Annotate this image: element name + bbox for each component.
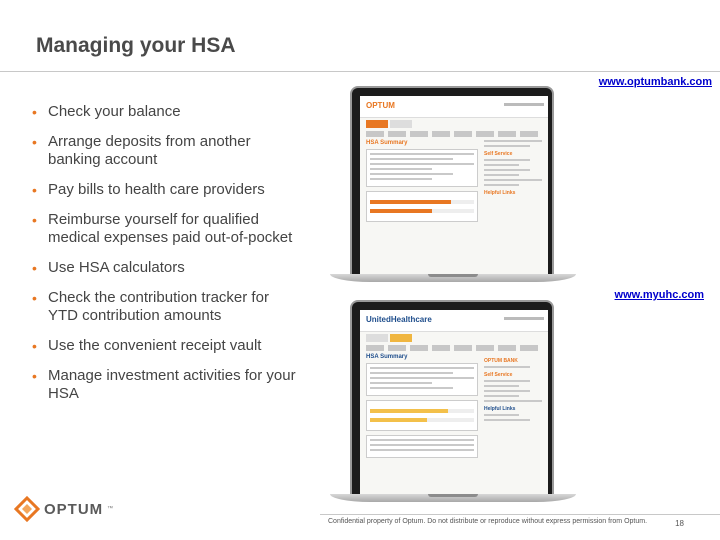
title-divider	[0, 71, 720, 72]
progress-bar	[370, 418, 474, 422]
text-line	[484, 159, 530, 161]
summary-panel	[366, 354, 478, 462]
summary-table	[366, 363, 478, 396]
helpful-links-heading: Helpful Links	[484, 190, 516, 196]
text-line	[370, 163, 474, 165]
text-line	[484, 385, 519, 387]
text-line	[370, 387, 453, 389]
text-line	[484, 395, 519, 397]
optum-footer-logo	[14, 496, 113, 522]
logo-text: OPTUM	[44, 500, 104, 518]
tab	[366, 334, 388, 342]
transactions-table	[366, 435, 478, 458]
text-line	[370, 372, 453, 374]
site-body	[366, 140, 542, 270]
text-line	[484, 184, 519, 186]
uhc-logo-icon: UnitedHealthcare	[366, 315, 432, 324]
optum-bank-logo-icon: OPTUM BANK	[484, 358, 518, 364]
text-line	[370, 382, 432, 384]
laptop-lid	[350, 300, 554, 494]
site-body	[366, 354, 542, 490]
text-line	[484, 179, 542, 181]
text-line	[484, 380, 530, 382]
laptop-optumbank	[330, 86, 576, 282]
summary-heading: HSA Summary	[366, 354, 408, 360]
text-line	[370, 444, 474, 446]
optum-logo-icon: OPTUM	[366, 101, 395, 110]
list-item: • Use the convenient receipt vault	[28, 337, 298, 355]
site-header	[360, 310, 548, 332]
text-line	[370, 173, 453, 175]
text-line	[484, 390, 530, 392]
laptop-base	[330, 494, 576, 502]
summary-heading: HSA Summary	[366, 140, 408, 146]
list-item: • Reimburse yourself for qualified medical expenses paid out-of-pocket	[28, 211, 298, 247]
text-line	[370, 178, 432, 180]
list-item: • Manage investment activities for your HSA	[28, 367, 298, 403]
trademark: ™	[107, 506, 114, 512]
progress-bar	[370, 209, 474, 213]
laptop-lid	[350, 86, 554, 274]
list-item: • Check your balance	[28, 103, 298, 121]
site-subnav	[366, 345, 542, 351]
laptop-myuhc	[330, 300, 576, 502]
list-item: • Arrange deposits from another banking account	[28, 133, 298, 169]
side-panel	[484, 354, 542, 424]
site-tabs	[360, 334, 548, 342]
text-line	[484, 145, 530, 147]
tab	[366, 120, 388, 128]
text-line	[370, 439, 474, 441]
page-number: 18	[675, 519, 684, 528]
helpful-links-heading: Helpful Links	[484, 406, 516, 412]
text-line	[484, 174, 519, 176]
list-item: • Check the contribution tracker for YTD contribution amounts	[28, 289, 298, 325]
utility-nav	[504, 103, 544, 106]
text-line	[484, 400, 542, 402]
site-subnav	[366, 131, 542, 137]
text-line	[370, 367, 474, 369]
contribution-tracker	[366, 400, 478, 431]
tab	[390, 120, 412, 128]
myuhc-link[interactable]: www.myuhc.com	[614, 289, 704, 301]
text-line	[484, 414, 519, 416]
list-item: • Pay bills to health care providers	[28, 181, 298, 199]
text-line	[484, 366, 530, 368]
contribution-tracker	[366, 191, 478, 222]
myuhc-screenshot	[360, 310, 548, 496]
self-service-heading: Self Service	[484, 151, 513, 157]
text-line	[370, 158, 453, 160]
text-line	[370, 168, 432, 170]
site-tabs	[360, 120, 548, 128]
list-item: • Use HSA calculators	[28, 259, 298, 277]
self-service-heading: Self Service	[484, 372, 513, 378]
laptop-base	[330, 274, 576, 282]
tab	[390, 334, 412, 342]
text-line	[370, 449, 474, 451]
footer-divider	[320, 514, 720, 515]
text-line	[484, 140, 542, 142]
summary-panel	[366, 140, 478, 226]
progress-bar	[370, 409, 474, 413]
text-line	[484, 164, 519, 166]
text-line	[484, 169, 530, 171]
summary-table	[366, 149, 478, 187]
text-line	[370, 153, 474, 155]
optumbank-screenshot	[360, 96, 548, 276]
bullet-list	[28, 103, 298, 415]
optum-logo-icon	[14, 496, 40, 522]
utility-nav	[504, 317, 544, 320]
site-header	[360, 96, 548, 118]
confidential-notice: Confidential property of Optum. Do not distribute or reproduce without express permission from Optum.	[328, 518, 648, 525]
text-line	[370, 377, 474, 379]
side-panel	[484, 140, 542, 198]
optumbank-link[interactable]: www.optumbank.com	[598, 76, 712, 88]
page-title: Managing your HSA	[36, 34, 236, 57]
text-line	[484, 419, 530, 421]
progress-bar	[370, 200, 474, 204]
